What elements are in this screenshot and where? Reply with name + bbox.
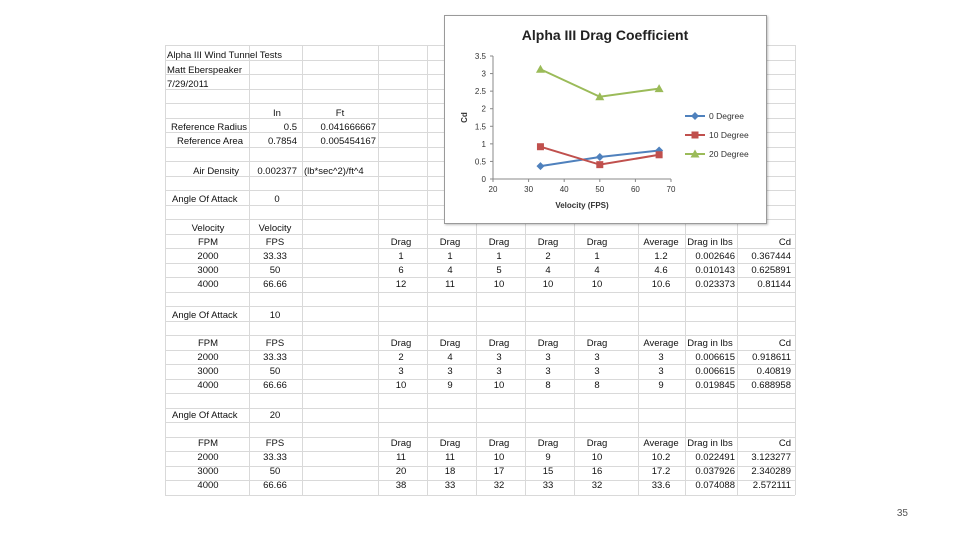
- cell-drag-lbs[interactable]: 0.010143: [695, 265, 735, 276]
- cell-cd[interactable]: 0.918611: [752, 352, 791, 363]
- reference-area-label[interactable]: Reference Area: [176, 136, 243, 147]
- cell-drag[interactable]: 10: [542, 279, 554, 290]
- cell-drag[interactable]: 3: [594, 366, 600, 377]
- velocity-title-fpm[interactable]: Velocity: [191, 223, 225, 234]
- cell-fpm[interactable]: 3000: [197, 265, 219, 276]
- cell-drag[interactable]: 16: [591, 466, 603, 477]
- cell-drag[interactable]: 8: [545, 380, 551, 391]
- sheet-author[interactable]: Matt Eberspeaker: [167, 65, 242, 76]
- column-header-drag[interactable]: Drag: [586, 237, 608, 248]
- unit-ft-header[interactable]: Ft: [335, 108, 345, 119]
- cell-drag[interactable]: 9: [545, 452, 551, 463]
- cell-drag[interactable]: 32: [493, 480, 505, 491]
- column-header-drag-lbs[interactable]: Drag in lbs: [687, 338, 733, 349]
- cell-fps[interactable]: 33.33: [263, 251, 287, 262]
- cell-cd[interactable]: 0.688958: [751, 380, 791, 391]
- column-header-drag[interactable]: Drag: [488, 338, 510, 349]
- aoa-value-1[interactable]: 10: [269, 310, 281, 321]
- legend-label-1: 0 Degree: [709, 111, 744, 121]
- cell-drag[interactable]: 20: [395, 466, 407, 477]
- air-density-value[interactable]: 0.002377: [257, 166, 297, 177]
- cell-fpm[interactable]: 3000: [197, 366, 219, 377]
- legend-marker-2: [692, 132, 699, 139]
- cell-cd[interactable]: 0.625891: [751, 265, 791, 276]
- reference-radius-in[interactable]: 0.5: [283, 122, 297, 133]
- x-tick-label: 30: [524, 185, 534, 194]
- cell-drag-lbs[interactable]: 0.006615: [695, 352, 735, 363]
- y-tick-label: 3.5: [474, 52, 486, 61]
- cell-drag[interactable]: 15: [542, 466, 554, 477]
- column-header-fpm[interactable]: FPM: [197, 338, 219, 349]
- cell-drag-lbs[interactable]: 0.019845: [695, 380, 735, 391]
- data-point-3: [536, 65, 545, 73]
- cell-drag[interactable]: 10: [493, 452, 505, 463]
- legend-marker-1: [691, 112, 699, 120]
- column-header-cd[interactable]: Cd: [778, 338, 791, 349]
- column-header-fps[interactable]: FPS: [265, 338, 285, 349]
- cell-fpm[interactable]: 4000: [197, 380, 219, 391]
- cell-cd[interactable]: 2.340289: [751, 466, 791, 477]
- column-header-drag[interactable]: Drag: [537, 438, 559, 449]
- cell-drag[interactable]: 5: [496, 265, 502, 276]
- cell-drag[interactable]: 2: [545, 251, 551, 262]
- aoa-label-0[interactable]: Angle Of Attack: [172, 194, 238, 205]
- y-tick-label: 1.5: [474, 122, 486, 132]
- column-header-drag[interactable]: Drag: [537, 237, 559, 248]
- column-header-average[interactable]: Average: [643, 438, 679, 449]
- cell-fps[interactable]: 66.66: [263, 480, 287, 491]
- column-header-fps[interactable]: FPS: [265, 438, 285, 449]
- cell-fps[interactable]: 50: [269, 265, 281, 276]
- cell-fpm[interactable]: 4000: [197, 279, 219, 290]
- column-header-drag[interactable]: Drag: [439, 338, 461, 349]
- column-header-drag[interactable]: Drag: [439, 438, 461, 449]
- cell-average[interactable]: 3: [658, 352, 664, 363]
- cell-drag-lbs[interactable]: 0.023373: [695, 279, 735, 290]
- cell-drag[interactable]: 1: [496, 251, 502, 262]
- cell-drag[interactable]: 1: [447, 251, 453, 262]
- cell-drag[interactable]: 10: [493, 380, 505, 391]
- cell-average[interactable]: 4.6: [654, 265, 668, 276]
- cell-drag-lbs[interactable]: 0.002646: [695, 251, 735, 262]
- cell-drag[interactable]: 8: [594, 380, 600, 391]
- column-header-cd[interactable]: Cd: [778, 237, 791, 248]
- cell-fpm[interactable]: 2000: [197, 251, 219, 262]
- y-axis-title: Cd: [460, 112, 469, 123]
- cell-fpm[interactable]: 2000: [197, 352, 219, 363]
- cell-drag[interactable]: 33: [444, 480, 456, 491]
- column-header-fps[interactable]: FPS: [265, 237, 285, 248]
- cell-drag[interactable]: 2: [398, 352, 404, 363]
- column-header-fpm[interactable]: FPM: [197, 237, 219, 248]
- cell-drag[interactable]: 38: [395, 480, 407, 491]
- cell-drag[interactable]: 1: [594, 251, 600, 262]
- cell-average[interactable]: 33.6: [651, 480, 671, 491]
- cell-drag[interactable]: 1: [398, 251, 404, 262]
- cell-drag[interactable]: 10: [395, 380, 407, 391]
- cell-drag[interactable]: 4: [447, 352, 453, 363]
- reference-radius-label[interactable]: Reference Radius: [170, 122, 247, 133]
- legend-label-3: 20 Degree: [709, 149, 749, 159]
- column-header-drag-lbs[interactable]: Drag in lbs: [687, 237, 733, 248]
- cell-drag[interactable]: 33: [542, 480, 554, 491]
- cell-drag-lbs[interactable]: 0.074088: [695, 480, 735, 491]
- cell-drag[interactable]: 9: [447, 380, 453, 391]
- cell-drag-lbs[interactable]: 0.006615: [695, 366, 735, 377]
- cell-drag[interactable]: 10: [591, 452, 603, 463]
- y-tick-label: 0.5: [474, 157, 486, 167]
- column-header-average[interactable]: Average: [643, 237, 679, 248]
- y-tick-label: 1: [481, 139, 486, 149]
- cell-drag-lbs[interactable]: 0.022491: [695, 452, 735, 463]
- drag-coefficient-chart[interactable]: [444, 15, 767, 224]
- column-header-drag[interactable]: Drag: [537, 338, 559, 349]
- cell-fps[interactable]: 33.33: [263, 352, 287, 363]
- column-header-drag[interactable]: Drag: [488, 237, 510, 248]
- sheet-title[interactable]: Alpha III Wind Tunnel Tests: [167, 50, 282, 61]
- cell-drag[interactable]: 3: [398, 366, 404, 377]
- air-density-label[interactable]: Air Density: [193, 166, 239, 177]
- cell-drag[interactable]: 3: [594, 352, 600, 363]
- column-header-drag[interactable]: Drag: [439, 237, 461, 248]
- x-tick-label: 50: [595, 185, 605, 194]
- reference-radius-ft[interactable]: 0.041666667: [320, 122, 376, 133]
- cell-drag[interactable]: 11: [445, 452, 455, 463]
- column-header-drag[interactable]: Drag: [586, 438, 608, 449]
- cell-drag[interactable]: 4: [447, 265, 453, 276]
- cell-drag[interactable]: 12: [395, 279, 407, 290]
- column-header-drag[interactable]: Drag: [488, 438, 510, 449]
- cell-drag[interactable]: 4: [545, 265, 551, 276]
- cell-drag-lbs[interactable]: 0.037926: [695, 466, 735, 477]
- aoa-label-2[interactable]: Angle Of Attack: [172, 410, 238, 421]
- x-tick-label: 40: [559, 185, 569, 194]
- cell-drag[interactable]: 10: [493, 279, 505, 290]
- cell-average[interactable]: 1.2: [654, 251, 668, 262]
- cell-drag[interactable]: 11: [396, 452, 406, 463]
- cell-drag[interactable]: 17: [493, 466, 505, 477]
- unit-in-header[interactable]: In: [273, 108, 281, 119]
- cell-average[interactable]: 10.6: [651, 279, 671, 290]
- reference-area-ft[interactable]: 0.005454167: [320, 136, 376, 147]
- y-tick-label: 3: [481, 69, 486, 79]
- column-header-drag[interactable]: Drag: [586, 338, 608, 349]
- x-tick-label: 20: [488, 185, 498, 194]
- column-header-average[interactable]: Average: [643, 338, 679, 349]
- chart-canvas: [445, 16, 766, 223]
- column-header-drag[interactable]: Drag: [390, 438, 412, 449]
- legend-label-2: 10 Degree: [709, 130, 749, 140]
- data-point-2: [656, 151, 663, 158]
- y-tick-label: 2: [481, 104, 486, 114]
- cell-fpm[interactable]: 3000: [197, 466, 219, 477]
- cell-fps[interactable]: 66.66: [263, 380, 287, 391]
- cell-average[interactable]: 10.2: [651, 452, 671, 463]
- cell-drag[interactable]: 3: [545, 366, 551, 377]
- velocity-title-fps[interactable]: Velocity: [258, 223, 292, 234]
- cell-drag[interactable]: 6: [398, 265, 404, 276]
- data-point-1: [536, 162, 544, 170]
- y-tick-label: 0: [481, 175, 486, 184]
- aoa-value-0[interactable]: 0: [274, 194, 280, 205]
- cell-drag[interactable]: 3: [545, 352, 551, 363]
- cell-drag[interactable]: 32: [591, 480, 603, 491]
- cell-drag[interactable]: 10: [591, 279, 603, 290]
- chart-title: Alpha III Drag Coefficient: [521, 27, 689, 43]
- y-tick-label: 2.5: [474, 87, 486, 97]
- data-point-2: [596, 161, 603, 168]
- cell-drag[interactable]: 4: [594, 265, 600, 276]
- cell-average[interactable]: 3: [658, 366, 664, 377]
- cell-average[interactable]: 9: [658, 380, 664, 391]
- cell-fps[interactable]: 50: [269, 366, 281, 377]
- reference-area-in[interactable]: 0.7854: [267, 136, 297, 147]
- column-header-cd[interactable]: Cd: [778, 438, 791, 449]
- cell-cd[interactable]: 3.123277: [751, 452, 791, 463]
- column-header-drag[interactable]: Drag: [390, 237, 412, 248]
- x-tick-label: 70: [666, 185, 676, 194]
- cell-drag[interactable]: 3: [496, 366, 502, 377]
- aoa-value-2[interactable]: 20: [269, 410, 281, 421]
- air-density-unit[interactable]: (lb*sec^2)/ft^4: [304, 166, 364, 177]
- cell-fps[interactable]: 66.66: [263, 279, 287, 290]
- data-point-1: [596, 153, 604, 161]
- cell-average[interactable]: 17.2: [651, 466, 671, 477]
- sheet-date[interactable]: 7/29/2011: [167, 79, 209, 90]
- x-tick-label: 60: [630, 185, 640, 194]
- cell-fpm[interactable]: 4000: [197, 480, 219, 491]
- cell-drag[interactable]: 3: [496, 352, 502, 363]
- cell-cd[interactable]: 2.572111: [752, 480, 791, 491]
- cell-drag[interactable]: 11: [445, 279, 455, 290]
- page-number: 35: [896, 508, 908, 519]
- cell-drag[interactable]: 18: [444, 466, 456, 477]
- column-header-drag[interactable]: Drag: [390, 338, 412, 349]
- aoa-label-1[interactable]: Angle Of Attack: [172, 310, 238, 321]
- column-header-fpm[interactable]: FPM: [197, 438, 219, 449]
- cell-drag[interactable]: 3: [447, 366, 453, 377]
- column-header-drag-lbs[interactable]: Drag in lbs: [687, 438, 733, 449]
- cell-cd[interactable]: 0.367444: [751, 251, 791, 262]
- cell-fps[interactable]: 33.33: [263, 452, 287, 463]
- cell-fps[interactable]: 50: [269, 466, 281, 477]
- cell-cd[interactable]: 0.81144: [757, 279, 791, 290]
- cell-cd[interactable]: 0.40819: [756, 366, 791, 377]
- data-point-2: [537, 143, 544, 150]
- cell-fpm[interactable]: 2000: [197, 452, 219, 463]
- x-axis-title: Velocity (FPS): [555, 201, 609, 210]
